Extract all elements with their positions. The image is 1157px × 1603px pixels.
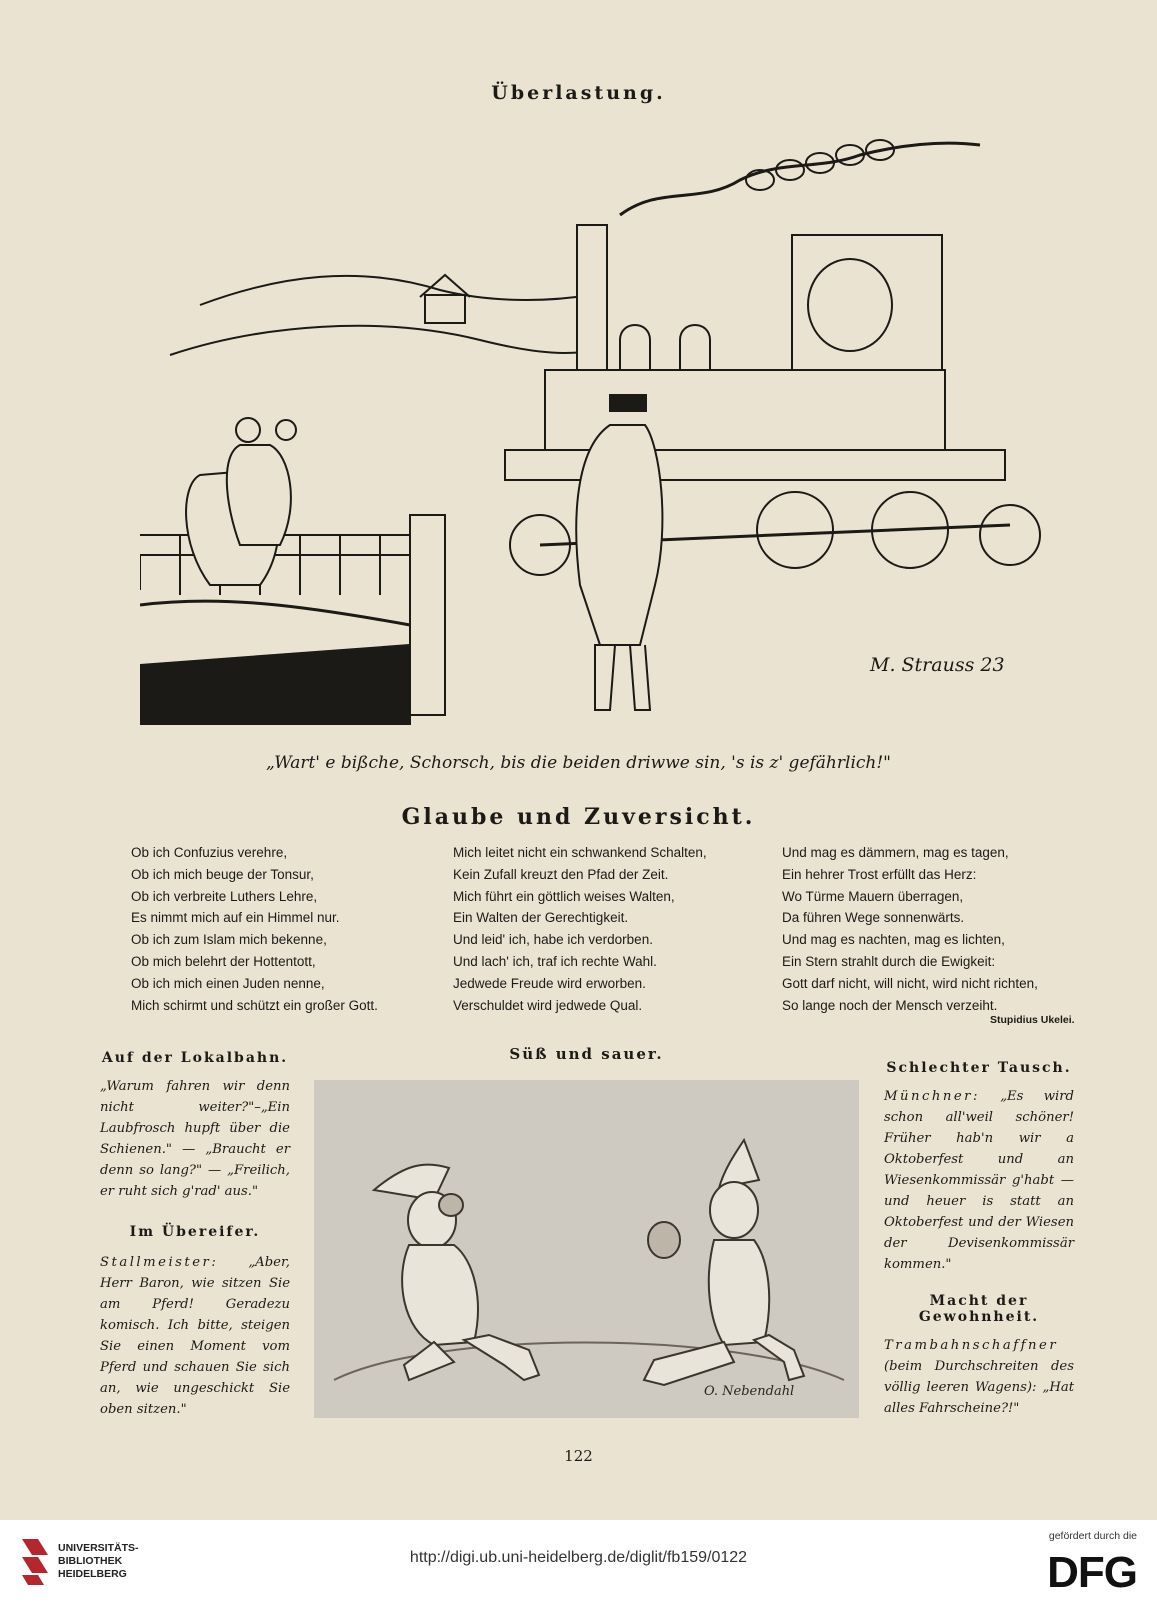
section-text-lokalbahn: „Warum fahren wir denn nicht weiter?"–„Ein Laubfrosch hupft über die Schienen." — „Braucht er denn so lang?" — „Freilich, er ruht sich g'rad' aus."	[100, 1079, 290, 1199]
poem-line: So lange noch der Mensch verzeiht.	[782, 997, 998, 1013]
illustration2-signature: O. Nebendahl	[704, 1384, 795, 1399]
section-title-suess-sauer: Süß und sauer.	[509, 1045, 664, 1063]
gnomes-illustration	[314, 1080, 859, 1418]
poem-line: Jedwede Freude wird erworben.	[453, 975, 646, 991]
library-name-line: BIBLIOTHEK	[58, 1555, 123, 1567]
speaker-label: Trambahnschaffner	[884, 1338, 1059, 1353]
poem-line: Da führen Wege sonnenwärts.	[782, 910, 965, 926]
poem-author: Stupidius Ukelei.	[990, 1014, 1075, 1026]
section-text-gewohnheit	[884, 1335, 1074, 1419]
illustration-caption: „Wart' e bißche, Schorsch, bis die beiden driwwe sin, 's is z' gefährlich!"	[266, 753, 891, 773]
poem-line: Es nimmt mich auf ein Himmel nur.	[131, 910, 340, 926]
section-title-tausch: Schlechter Tausch.	[886, 1060, 1072, 1076]
poem-line: Ob ich mich beuge der Tonsur,	[131, 866, 314, 882]
section-title-uebereifer: Im Übereifer.	[129, 1224, 261, 1240]
poem-line: Und mag es nachten, mag es lichten,	[782, 932, 1005, 948]
poem-line: Ein Stern strahlt durch die Ewigkeit:	[782, 953, 996, 969]
poem-title: Glaube und Zuversicht.	[401, 804, 756, 830]
poem-line: Ob mich belehrt der Hottentott,	[131, 953, 316, 969]
poem-line: Und mag es dämmern, mag es tagen,	[782, 845, 1009, 860]
poem-line: Und lach' ich, traf ich rechte Wahl.	[453, 953, 657, 969]
poem-line: Mich führt ein göttlich weises Walten,	[453, 888, 675, 904]
poem-line: Gott darf nicht, will nicht, wird nicht richten,	[782, 975, 1038, 991]
speaker-label: Stallmeister:	[100, 1255, 219, 1270]
poem-line: Ein Walten der Gerechtigkeit.	[453, 910, 629, 926]
left-column	[100, 1050, 290, 1420]
permalink-url[interactable]: http://digi.ub.uni-heidelberg.de/diglit/fb159/0122	[409, 1549, 748, 1566]
section-text-uebereifer	[100, 1252, 290, 1420]
poem-line: Ob ich zum Islam mich bekenne,	[131, 932, 327, 948]
page-title: Überlastung.	[491, 82, 666, 104]
poem-stanza-3	[782, 842, 1038, 1016]
poem-line: Wo Türme Mauern überragen,	[782, 888, 964, 904]
section-title-lokalbahn: Auf der Lokalbahn.	[101, 1050, 289, 1066]
dialogue-text: „Aber, Herr Baron, wie sitzen Sie am Pferd! Geradezu komisch. Ich bitte, steigen Sie einen Moment vom Pferd und schauen Sie sich an, wie ungeschickt Sie oben sitzen."	[100, 1255, 290, 1417]
speaker-label: Münchner:	[884, 1089, 980, 1104]
right-column	[884, 1060, 1074, 1419]
funding-text: gefördert durch die	[1048, 1530, 1137, 1542]
dialogue-text: (beim Durchschreiten des völlig leeren Wagens): „Hat alles Fahrscheine?!"	[884, 1359, 1074, 1416]
poem-stanza-2	[453, 842, 707, 1016]
poem-line: Und leid' ich, habe ich verdorben.	[453, 932, 653, 948]
poem-line: Ob ich Confuzius verehre,	[131, 845, 288, 860]
dialogue-text: „Es wird schon all'weil schöner! Früher hab'n wir a Oktoberfest und an Wiesenkommissär g'habt — und heuer is statt an Oktoberfest und der Wiesen der Devisenkommissär kommen."	[884, 1089, 1074, 1272]
dfg-logo: DFG	[1047, 1548, 1137, 1597]
illustration1-signature: M. Strauss 23	[870, 654, 1005, 676]
section-text-tausch	[884, 1086, 1074, 1275]
viewer-footer	[0, 1520, 1157, 1603]
poem-line: Ob ich mich einen Juden nenne,	[131, 975, 325, 991]
section-title-gewohnheit: Macht der Gewohnheit.	[918, 1293, 1040, 1325]
poem-line: Mich leitet nicht ein schwankend Schalten,	[453, 845, 707, 860]
locomotive-illustration	[140, 125, 1055, 725]
library-name-line: HEIDELBERG	[58, 1568, 127, 1580]
poem-stanza-1	[131, 842, 378, 1016]
poem-line: Mich schirmt und schützt ein großer Gott.	[131, 997, 378, 1013]
poem-line: Ein hehrer Trost erfüllt das Herz:	[782, 866, 977, 882]
poem-line: Verschuldet wird jedwede Qual.	[453, 997, 643, 1013]
library-name-line: UNIVERSITÄTS-	[58, 1542, 139, 1554]
poem-line: Kein Zufall kreuzt den Pfad der Zeit.	[453, 866, 669, 882]
poem-line: Ob ich verbreite Luthers Lehre,	[131, 888, 318, 904]
page-number: 122	[564, 1447, 593, 1465]
